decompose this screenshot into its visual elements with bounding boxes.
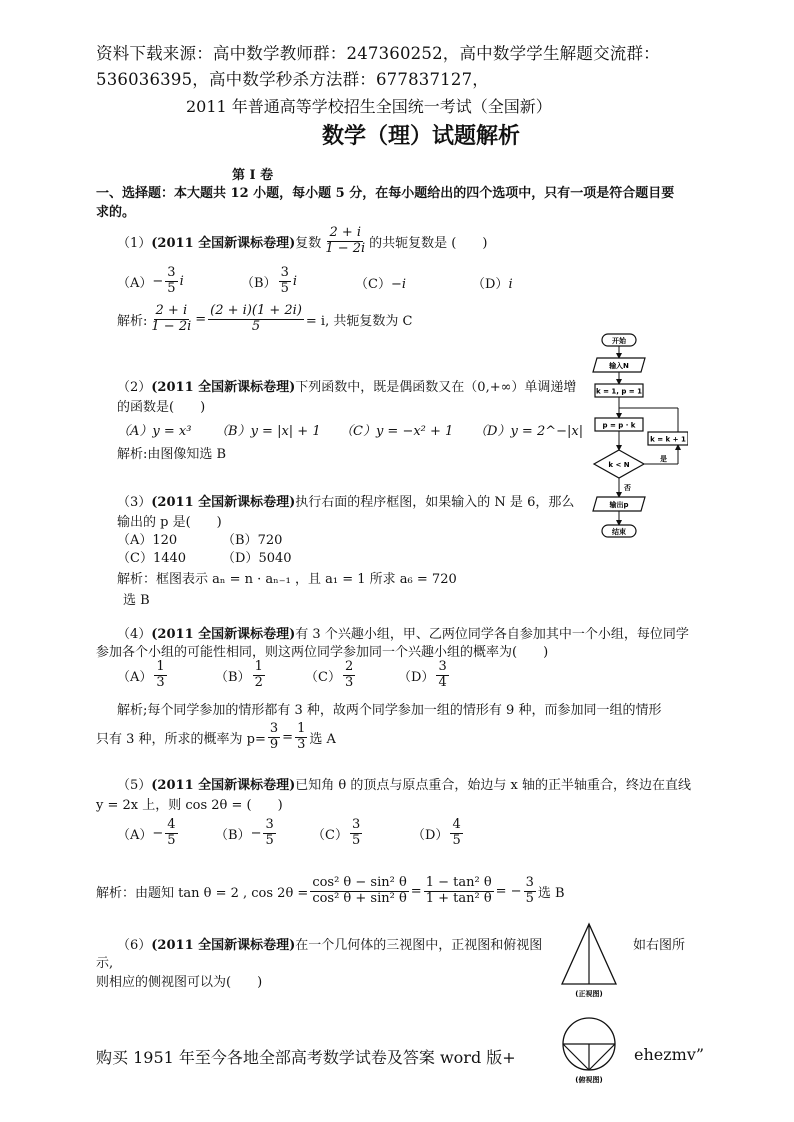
q3-option-a: [117, 529, 177, 548]
q5-option-c: [312, 818, 364, 849]
q6-stem-2: 示,: [96, 956, 114, 971]
flowchart-increment-text: k = k + 1: [650, 435, 686, 444]
q5-option-d-den: 5: [452, 832, 461, 848]
q5-option-c-num: 3: [351, 817, 361, 832]
q4-number: （4）: [117, 627, 152, 642]
q3-option-d-label: （D）: [222, 551, 259, 566]
q5-solution-frac-2-den: 1 + tan² θ: [425, 890, 492, 906]
q5-option-d-num: 4: [452, 817, 461, 832]
q5-option-b-sign: −: [250, 825, 262, 841]
q3-source: (2011 全国新课标卷理): [151, 495, 296, 510]
footer-left: 购买 1951 年至今各地全部高考数学试卷及答案 word 版+: [96, 1048, 516, 1067]
q1-option-a-label: （A）: [117, 275, 153, 291]
q4-stem: [117, 623, 689, 642]
q4-option-a-frac: [154, 660, 166, 691]
q4-option-c: [305, 660, 357, 691]
q1-solution-frac-1: [149, 304, 193, 335]
q4-option-c-num: 2: [344, 659, 354, 674]
flowchart-start-text: 开始: [612, 337, 626, 345]
q2-option-c-label: （C）: [340, 424, 376, 439]
flowchart-condition-text: k < N: [608, 461, 630, 469]
flowchart-compute-text: p = p · k: [602, 421, 636, 430]
q4-option-a-label: （A）: [117, 669, 153, 685]
q2-option-d-text: y = 2^−|x|: [510, 424, 584, 439]
front-view-figure: [562, 924, 616, 984]
q1-solution-frac-1-den: 1 − 2i: [151, 318, 192, 334]
q1-option-b-tail: i: [292, 273, 298, 289]
q5-option-b-frac: [263, 818, 275, 849]
q4-option-d-num: 3: [438, 659, 447, 674]
q2-option-b-text: y = |x| + 1: [250, 424, 321, 439]
q4-option-b-num: 1: [254, 659, 263, 674]
flowchart-start: [602, 334, 636, 346]
q5-option-d: [412, 818, 465, 849]
q1-stem: [117, 226, 487, 257]
q4-solution-frac-1-den: 9: [269, 736, 279, 752]
q1-source: (2011 全国新课标卷理): [151, 235, 296, 251]
q1-option-d-label: （D）: [472, 277, 509, 292]
q5-source: (2011 全国新课标卷理): [151, 778, 296, 793]
q1-solution: [117, 304, 412, 335]
flowchart-condition: [594, 450, 644, 478]
q2-option-b-label: （B）: [215, 424, 251, 439]
q5-stem-text: 已知角 θ 的顶点与原点重合，始边与 x 轴的正半轴重合，终边在直线: [295, 778, 691, 793]
q5-solution-eq-2: = −: [495, 883, 522, 899]
q5-solution-frac-3: [524, 876, 536, 907]
q4-solution-frac-2: [295, 722, 307, 753]
q3-option-a-label: （A）: [117, 533, 153, 548]
q1-fraction: [323, 226, 367, 257]
q2-stem-2: 的函数是( ): [117, 400, 206, 415]
q4-option-b: [215, 660, 267, 691]
q2-solution: 解析:由图像知选 B: [117, 447, 227, 462]
q3-answer: 选 B: [123, 593, 150, 608]
q4-solution-eq: =: [282, 729, 294, 745]
q5-option-a-label: （A）: [117, 827, 153, 843]
q1-solution-tail: = i, 共轭复数为 C: [305, 313, 413, 329]
q5-solution-eq-1: =: [410, 883, 422, 899]
q4-option-a-den: 3: [156, 674, 165, 690]
q5-option-a-den: 5: [167, 832, 176, 848]
q4-option-a: [117, 660, 169, 691]
q4-option-d-label: （D）: [398, 669, 435, 685]
flowchart-compute: [595, 418, 643, 431]
q1-number: （1）: [117, 235, 152, 251]
q2-option-d: [474, 420, 583, 439]
q4-stem-2: 参加各个小组的可能性相同，则这两位同学参加同一个兴趣小组的概率为( ): [96, 645, 549, 660]
flowchart-init: [595, 384, 643, 397]
top-view-figure: [563, 1018, 615, 1070]
q4-solution-tail: 选 A: [309, 731, 336, 747]
q6-number: （6）: [117, 938, 152, 953]
q3-option-c: [117, 547, 186, 566]
flowchart-increment: [648, 432, 688, 445]
q5-option-a: [117, 818, 180, 849]
q4-solution-text: 只有 3 种，所求的概率为 p=: [96, 731, 266, 747]
flowchart-no-label: 否: [624, 484, 631, 492]
q1-option-a-num: 3: [167, 265, 176, 280]
q3-number: （3）: [117, 495, 152, 510]
front-view-caption: (正视图): [575, 990, 603, 998]
q4-solution-frac-2-num: 1: [297, 721, 306, 736]
q3-option-b: [222, 529, 282, 548]
q5-option-d-label: （D）: [412, 827, 449, 843]
q4-solution-frac-1-num: 3: [269, 721, 279, 736]
header-line-2: 536036395，高中数学秒杀方法群：677837127，: [96, 70, 489, 89]
q2-stem: [117, 376, 576, 395]
q1-option-d-text: i: [508, 277, 513, 292]
q1-stem-b: 的共轭复数是 ( ): [369, 235, 488, 251]
q5-solution-frac-3-den: 5: [525, 890, 534, 906]
q6-stem: [117, 934, 542, 953]
q3-option-d: [222, 547, 292, 566]
q4-option-b-den: 2: [254, 674, 263, 690]
q1-option-b-frac: [279, 266, 291, 297]
q3-option-c-text: 1440: [152, 551, 187, 566]
q4-option-d-frac: [436, 660, 448, 691]
q6-stem-3: 则相应的侧视图可以为( ): [96, 975, 263, 990]
q4-option-d-den: 4: [438, 674, 447, 690]
q4-option-b-label: （B）: [215, 669, 251, 685]
flowchart-end-text: 结束: [612, 528, 626, 536]
q4-option-a-num: 1: [156, 659, 165, 674]
q5-option-b: [215, 818, 278, 849]
q3-option-d-text: 5040: [258, 551, 292, 566]
q1-stem-a: 复数: [295, 235, 322, 251]
three-view-figures: [548, 920, 630, 1100]
flowchart-input-text: 输入N: [609, 362, 629, 370]
q4-solution-line-1: 解析;每个同学参加的情形都有 3 种，故两个同学参加一组的情形有 9 种，而参加同一组的情形: [117, 703, 662, 718]
q4-stem-text: 有 3 个兴趣小组，甲、乙两位同学各自参加其中一个小组，每位同学: [295, 627, 689, 642]
q2-option-a-text: y = x³: [152, 424, 192, 439]
q6-stem-right: 如右图所: [633, 938, 686, 953]
q1-fraction-num: 2 + i: [329, 225, 362, 240]
q1-solution-eq: =: [195, 311, 207, 327]
top-view-caption: (俯视图): [575, 1076, 603, 1084]
header-line-1: 资料下载来源：高中数学教师群：247360252，高中数学学生解题交流群：: [96, 44, 660, 63]
flowchart-end: [602, 525, 636, 537]
q3-stem-text: 执行右面的程序框图，如果输入的 N 是 6，那么: [295, 495, 575, 510]
q5-option-b-den: 5: [265, 832, 274, 848]
q1-option-b: [241, 266, 297, 297]
q6-stem-text: 在一个几何体的三视图中，正视图和俯视图: [295, 938, 543, 953]
q5-solution-frac-1: [310, 876, 408, 907]
flowchart-yes-label: 是: [660, 455, 667, 463]
q2-option-c-text: y = −x² + 1: [375, 424, 454, 439]
q3-solution: 解析：框图表示 aₙ = n · aₙ₋₁ ，且 a₁ = 1 所求 a₆ = 720: [117, 572, 457, 587]
q5-solution-label: 解析：由题知 tan θ = 2 , cos 2θ =: [96, 885, 309, 901]
q4-option-b-frac: [253, 660, 265, 691]
q5-solution-frac-1-num: cos² θ − sin² θ: [312, 875, 407, 890]
q1-option-a-frac: [165, 266, 177, 297]
q3-option-b-label: （B）: [222, 533, 258, 548]
q2-option-a: [117, 420, 191, 439]
q1-option-a-tail: i: [179, 273, 184, 289]
flowchart-output-text: 输出p: [609, 501, 629, 509]
q5-option-a-sign: −: [152, 825, 164, 841]
q1-option-b-label: （B）: [241, 275, 277, 291]
q5-solution-tail: 选 B: [537, 885, 565, 901]
flowchart-init-text: k = 1, p = 1: [596, 387, 642, 396]
q5-option-b-num: 3: [265, 817, 274, 832]
q1-option-c-text: −i: [390, 277, 407, 292]
q1-option-b-den: 5: [280, 280, 289, 296]
q1-option-c-label: （C）: [355, 277, 391, 292]
q1-solution-frac-2: [208, 304, 304, 335]
q4-solution-line-2: [96, 722, 336, 753]
q1-solution-label: 解析:: [117, 313, 148, 329]
q1-option-d: [472, 273, 513, 292]
q5-option-a-frac: [165, 818, 177, 849]
q5-option-c-label: （C）: [312, 827, 348, 843]
q1-option-a-sign: −: [152, 273, 164, 289]
q5-stem-2: y = 2x 上，则 cos 2θ = ( ): [96, 798, 283, 813]
q4-source: (2011 全国新课标卷理): [151, 627, 296, 642]
q3-option-a-text: 120: [152, 533, 178, 548]
q5-solution: [96, 876, 565, 907]
q3-option-c-label: （C）: [117, 551, 153, 566]
q2-number: （2）: [117, 380, 152, 395]
footer-right: ehezmv”: [634, 1045, 705, 1064]
q4-option-c-frac: [343, 660, 355, 691]
q5-option-c-den: 5: [351, 832, 361, 848]
q1-option-a: [117, 266, 184, 297]
q3-stem-2: 输出的 p 是( ): [117, 515, 222, 530]
q4-option-d: [398, 660, 451, 691]
flowchart-input: [593, 358, 645, 372]
q2-stem-text: 下列函数中，既是偶函数又在（0,+∞）单调递增: [295, 380, 577, 395]
q4-solution-frac-1: [268, 722, 280, 753]
q1-solution-frac-1-num: 2 + i: [155, 303, 188, 318]
q5-solution-frac-2: [424, 876, 494, 907]
q2-option-d-label: （D）: [474, 424, 511, 439]
exam-title: 2011 年普通高等学校招生全国统一考试（全国新）: [186, 97, 552, 116]
q1-option-c: [355, 273, 406, 292]
q1-solution-frac-2-num: (2 + i)(1 + 2i): [210, 303, 302, 318]
q5-stem: [117, 774, 691, 793]
q1-option-a-den: 5: [167, 280, 176, 296]
volume-label: 第 I 卷: [232, 168, 274, 183]
q4-option-c-den: 3: [344, 674, 354, 690]
q5-solution-frac-1-den: cos² θ + sin² θ: [312, 890, 407, 906]
flowchart: [578, 330, 688, 545]
q3-option-b-text: 720: [257, 533, 283, 548]
q2-option-b: [215, 420, 321, 439]
section-instructions-1: 一、选择题：本大题共 12 小题，每小题 5 分，在每小题给出的四个选项中，只有一项是符合题目要: [96, 186, 675, 201]
q1-solution-frac-2-den: 5: [251, 318, 261, 334]
q6-source: (2011 全国新课标卷理): [151, 938, 296, 953]
section-instructions-2: 求的。: [96, 205, 136, 220]
q2-source: (2011 全国新课标卷理): [151, 380, 296, 395]
q5-solution-frac-3-num: 3: [525, 875, 534, 890]
q1-fraction-den: 1 − 2i: [325, 240, 366, 256]
q2-option-c: [340, 420, 453, 439]
q2-option-a-label: （A）: [117, 424, 153, 439]
q5-option-c-frac: [350, 818, 362, 849]
flowchart-output: [593, 497, 645, 511]
q5-number: （5）: [117, 778, 152, 793]
q5-option-b-label: （B）: [215, 827, 251, 843]
q3-stem: [117, 491, 574, 510]
q5-solution-frac-2-num: 1 − tan² θ: [425, 875, 492, 890]
q1-option-b-num: 3: [280, 265, 289, 280]
q4-solution-frac-2-den: 3: [297, 736, 306, 752]
q5-option-d-frac: [450, 818, 462, 849]
q5-option-a-num: 4: [167, 817, 176, 832]
q4-option-c-label: （C）: [305, 669, 341, 685]
doc-title: 数学（理）试题解析: [322, 124, 521, 149]
